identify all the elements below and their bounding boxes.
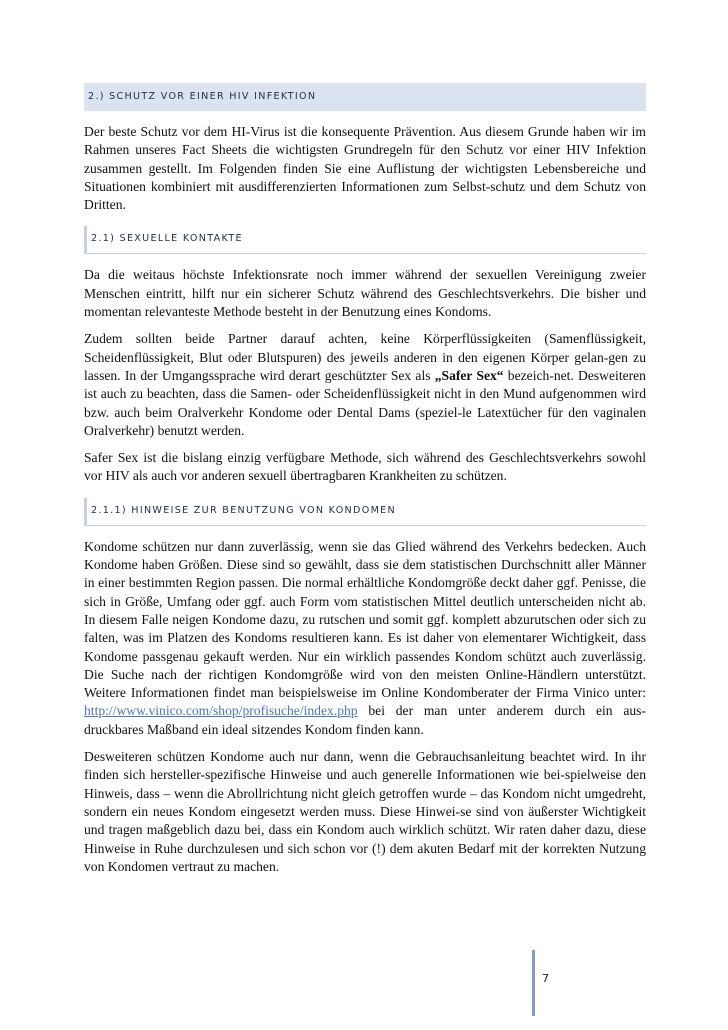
vinico-link[interactable]: http://www.vinico.com/shop/profisuche/index.php	[84, 703, 358, 719]
paragraph: Safer Sex ist die bislang einzig verfügbare Methode, sich während des Geschlechtsverkehrs sowohl vor HIV als auch vor anderen sexuell übertragbaren Krankheiten zu schützen.	[84, 450, 646, 484]
section-heading-2: 2.) SCHUTZ VOR EINER HIV INFEKTION	[84, 83, 646, 111]
paragraph: Der beste Schutz vor dem HI-Virus ist die konsequente Prävention. Aus diesem Grunde haben wir im Rahmen unseres Fact Sheets die wichtigsten Grundregeln für den Schutz vor einer HIV Infektion zusammen gestellt. Im Folgenden finden Sie eine Auflistung der wichtigsten Lebensbereiche und Situationen kombiniert mit ausdifferenzierten Informationen zum Selbst-schutz und dem Schutz von Dritten.	[84, 124, 646, 213]
page-content	[84, 83, 646, 885]
paragraph	[84, 330, 646, 440]
paragraph-text: Zudem sollten beide Partner darauf achten, keine Körperflüssigkeiten (Samenflüssigkeit, Scheidenflüssigkeit, Blut oder Blutspuren) des jeweils anderen in den eigenen Körper gelan-gen zu lassen. In der Umgangssprache wird derart geschützter Sex als	[84, 331, 646, 383]
page-number: 7	[542, 972, 549, 985]
safer-sex-term: „Safer Sex“	[434, 367, 504, 383]
section-heading-2-1: 2.1) SEXUELLE KONTAKTE	[84, 226, 646, 254]
section-heading-2-1-1: 2.1.1) HINWEISE ZUR BENUTZUNG VON KONDOMEN	[84, 498, 646, 526]
footer-accent-bar	[532, 950, 535, 1016]
paragraph-text: bezeich-net. Desweiteren ist auch zu beachten, dass die Samen- oder Scheidenflüssigkeit nicht in den Mund aufgenommen wird bzw. auch beim Oralverkehr Kondome oder Dental Dams (speziel-le Latextücher für den vaginalen Oralverkehr) benutzt werden.	[84, 367, 646, 438]
paragraph-text: Kondome schützen nur dann zuverlässig, wenn sie das Glied während des Verkehrs bedecken. Auch Kondome haben Größen. Diese sind so gewählt, dass sie dem statistischen Durchschnitt aller Männer in einer bestimmten Region passen. Die normal erhältliche Kondomgröße deckt daher ggf. Penisse, die sich in Größe, Umfang oder ggf. auch Form vom statistischen Mittel deutlich unterscheiden nicht ab. In diesem Falle neigen Kondome dazu, zu rutschen und somit ggf. komplett abzurutschen oder sich zu falten, was im Platzen des Kondoms resultieren kann. Es ist daher von elementarer Wichtigkeit, dass Kondome passgenau gekauft werden. Nur ein wirklich passendes Kondom schützt auch zuverlässig. Die Suche nach der richtigen Kondomgröße wird von den meisten Online-Händlern unterstützt. Weitere Informationen findet man beispielsweise im Online Kondomberater der Firma Vinico unter:	[84, 538, 646, 701]
paragraph: Da die weitaus höchste Infektionsrate noch immer während der sexuellen Vereinigung zweier Menschen eintritt, hilft nur ein sicherer Schutz während des Geschlechtsverkehrs. Die bisher und momentan relevanteste Methode besteht in der Benutzung eines Kondoms.	[84, 267, 646, 320]
paragraph: Desweiteren schützen Kondome auch nur dann, wenn die Gebrauchsanleitung beachtet wird. In ihr finden sich hersteller-spezifische Hinweise und auch generelle Informationen wie bei-spielweise den Hinweis, dass – wenn die Abrollrichtung nicht gleich getroffen wurde – das Kondom nicht umgedreht, sondern ein neues Kondom eingesetzt werden muss. Diese Hinwei-se sind von äußerster Wichtigkeit und tragen maßgeblich dazu bei, dass ein Kondom auch wirklich schützt. Wir raten daher dazu, diese Hinweise in Ruhe durchzulesen und sich schon vor (!) dem akuten Bedarf mit der korrekten Nutzung von Kondomen vertraut zu machen.	[84, 749, 646, 874]
paragraph	[84, 538, 646, 739]
paragraph-text: bei der man unter anderem durch ein aus-druckbares Maßband ein ideal sitzendes Kondom finden kann.	[84, 703, 646, 737]
